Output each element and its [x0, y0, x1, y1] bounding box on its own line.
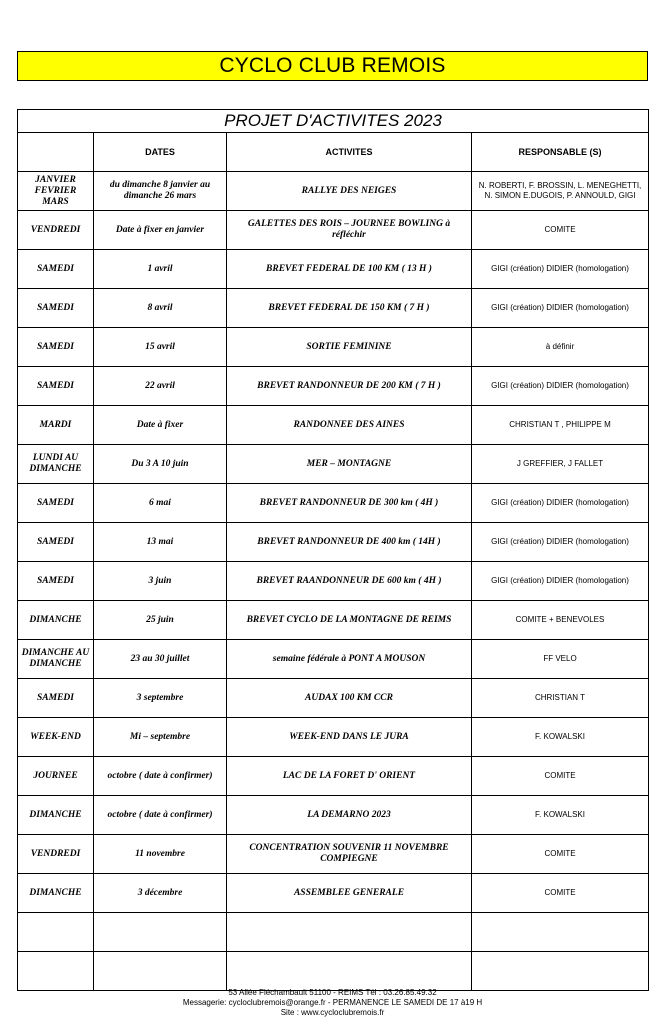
table-row	[18, 640, 649, 679]
club-title: CYCLO CLUB REMOIS	[219, 54, 446, 77]
row-day-cell: LUNDI AU DIMANCHE	[18, 445, 94, 484]
row-date-cell: 11 novembre	[94, 835, 227, 874]
row-date-cell: du dimanche 8 janvier au dimanche 26 mars	[94, 172, 227, 211]
row-activity-cell: RALLYE DES NEIGES	[227, 172, 472, 211]
row-day-cell: SAMEDI	[18, 562, 94, 601]
row-responsable-cell: COMITE	[472, 874, 649, 913]
row-date-cell: 15 avril	[94, 328, 227, 367]
row-responsable-cell: GIGI (création) DIDIER (homologation)	[472, 289, 649, 328]
row-day-cell: SAMEDI	[18, 523, 94, 562]
row-responsable-cell: GIGI (création) DIDIER (homologation)	[472, 484, 649, 523]
row-activity-cell: LA DEMARNO 2023	[227, 796, 472, 835]
table-row	[18, 562, 649, 601]
row-day-cell: VENDREDI	[18, 835, 94, 874]
row-day-cell	[18, 952, 94, 991]
row-date-cell: 3 juin	[94, 562, 227, 601]
row-activity-cell: BREVET RAANDONNEUR DE 600 km ( 4H )	[227, 562, 472, 601]
row-activity-cell: RANDONNEE DES AINES	[227, 406, 472, 445]
table-header-row	[18, 133, 649, 172]
table-row	[18, 367, 649, 406]
row-responsable-cell	[472, 952, 649, 991]
row-activity-cell: GALETTES DES ROIS – JOURNEE BOWLING à réfléchir	[227, 211, 472, 250]
column-header-activites: ACTIVITES	[227, 133, 472, 172]
row-responsable-cell: COMITE + BENEVOLES	[472, 601, 649, 640]
footer-address: 53 Allée Fléchambault 51100 - REIMS Tél : 03.26.85.49.32	[228, 988, 437, 997]
row-day-cell: DIMANCHE	[18, 874, 94, 913]
table-row	[18, 796, 649, 835]
row-date-cell: Date à fixer	[94, 406, 227, 445]
row-activity-cell: LAC DE LA FORET D' ORIENT	[227, 757, 472, 796]
row-responsable-cell: COMITE	[472, 757, 649, 796]
row-date-cell: 22 avril	[94, 367, 227, 406]
row-day-cell	[18, 913, 94, 952]
row-date-cell	[94, 913, 227, 952]
row-day-cell: SAMEDI	[18, 289, 94, 328]
column-header-day	[18, 133, 94, 172]
table-row	[18, 718, 649, 757]
row-date-cell: octobre ( date à confirmer)	[94, 757, 227, 796]
row-activity-cell: BREVET FEDERAL DE 150 KM ( 7 H )	[227, 289, 472, 328]
table-row	[18, 289, 649, 328]
column-header-dates: DATES	[94, 133, 227, 172]
row-day-cell: SAMEDI	[18, 679, 94, 718]
table-row	[18, 601, 649, 640]
row-date-cell: 25 juin	[94, 601, 227, 640]
row-responsable-cell: FF VELO	[472, 640, 649, 679]
row-date-cell: 6 mai	[94, 484, 227, 523]
row-day-cell: DIMANCHE	[18, 601, 94, 640]
row-date-cell: Mi – septembre	[94, 718, 227, 757]
table-row	[18, 406, 649, 445]
row-activity-cell: MER – MONTAGNE	[227, 445, 472, 484]
row-date-cell: octobre ( date à confirmer)	[94, 796, 227, 835]
row-responsable-cell: N. ROBERTI, F. BROSSIN, L. MENEGHETTI, N. SIMON E.DUGOIS, P. ANNOULD, GIGI	[472, 172, 649, 211]
row-responsable-cell: F. KOWALSKI	[472, 718, 649, 757]
row-responsable-cell: CHRISTIAN T , PHILIPPE M	[472, 406, 649, 445]
table-row	[18, 679, 649, 718]
row-responsable-cell: COMITE	[472, 211, 649, 250]
row-date-cell: 3 décembre	[94, 874, 227, 913]
row-responsable-cell: GIGI (création) DIDIER (homologation)	[472, 250, 649, 289]
row-date-cell: 1 avril	[94, 250, 227, 289]
row-activity-cell	[227, 913, 472, 952]
row-responsable-cell: à définir	[472, 328, 649, 367]
row-date-cell: 23 au 30 juillet	[94, 640, 227, 679]
row-activity-cell: BREVET RANDONNEUR DE 400 km ( 14H )	[227, 523, 472, 562]
table-row	[18, 250, 649, 289]
club-title-banner	[17, 51, 648, 81]
row-activity-cell: semaine fédérale à PONT A MOUSON	[227, 640, 472, 679]
table-body	[18, 172, 649, 991]
table-row	[18, 484, 649, 523]
row-date-cell: 13 mai	[94, 523, 227, 562]
row-date-cell: Du 3 A 10 juin	[94, 445, 227, 484]
row-day-cell: SAMEDI	[18, 367, 94, 406]
row-activity-cell: CONCENTRATION SOUVENIR 11 NOVEMBRE COMPIEGNE	[227, 835, 472, 874]
table-row	[18, 211, 649, 250]
footer	[17, 988, 648, 1018]
row-date-cell: 8 avril	[94, 289, 227, 328]
row-responsable-cell: COMITE	[472, 835, 649, 874]
table-row	[18, 445, 649, 484]
row-activity-cell: WEEK-END DANS LE JURA	[227, 718, 472, 757]
table-row	[18, 913, 649, 952]
row-date-cell: 3 septembre	[94, 679, 227, 718]
row-responsable-cell: CHRISTIAN T	[472, 679, 649, 718]
footer-messagerie: Messagerie: cycloclubremois@orange.fr - PERMANENCE LE SAMEDI DE 17 à19 H	[182, 998, 483, 1007]
row-day-cell: JOURNEE	[18, 757, 94, 796]
row-day-cell: SAMEDI	[18, 484, 94, 523]
row-activity-cell: SORTIE FEMININE	[227, 328, 472, 367]
row-responsable-cell: F. KOWALSKI	[472, 796, 649, 835]
row-activity-cell: BREVET RANDONNEUR DE 300 km ( 4H )	[227, 484, 472, 523]
table-subtitle: PROJET D'ACTIVITES 2023	[18, 110, 649, 133]
activities-table	[17, 109, 649, 991]
row-activity-cell: BREVET FEDERAL DE 100 KM ( 13 H )	[227, 250, 472, 289]
table-row	[18, 172, 649, 211]
column-header-responsable: RESPONSABLE (S)	[472, 133, 649, 172]
row-day-cell: JANVIER FEVRIER MARS	[18, 172, 94, 211]
row-activity-cell: BREVET CYCLO DE LA MONTAGNE DE REIMS	[227, 601, 472, 640]
row-day-cell: SAMEDI	[18, 328, 94, 367]
row-responsable-cell: GIGI (création) DIDIER (homologation)	[472, 367, 649, 406]
row-activity-cell: ASSEMBLEE GENERALE	[227, 874, 472, 913]
row-day-cell: WEEK-END	[18, 718, 94, 757]
row-day-cell: MARDI	[18, 406, 94, 445]
row-responsable-cell	[472, 913, 649, 952]
row-date-cell: Date à fixer en janvier	[94, 211, 227, 250]
table-row	[18, 835, 649, 874]
table-row	[18, 757, 649, 796]
row-day-cell: SAMEDI	[18, 250, 94, 289]
row-day-cell: VENDREDI	[18, 211, 94, 250]
table-row	[18, 328, 649, 367]
row-activity-cell: AUDAX 100 KM CCR	[227, 679, 472, 718]
row-activity-cell	[227, 952, 472, 991]
row-date-cell	[94, 952, 227, 991]
row-responsable-cell: GIGI (création) DIDIER (homologation)	[472, 562, 649, 601]
footer-site: Site : www.cycloclubremois.fr	[280, 1008, 385, 1017]
row-responsable-cell: GIGI (création) DIDIER (homologation)	[472, 523, 649, 562]
table-row	[18, 874, 649, 913]
row-day-cell: DIMANCHE AU DIMANCHE	[18, 640, 94, 679]
row-responsable-cell: J GREFFIER, J FALLET	[472, 445, 649, 484]
table-row	[18, 952, 649, 991]
row-day-cell: DIMANCHE	[18, 796, 94, 835]
row-activity-cell: BREVET RANDONNEUR DE 200 KM ( 7 H )	[227, 367, 472, 406]
table-row	[18, 523, 649, 562]
